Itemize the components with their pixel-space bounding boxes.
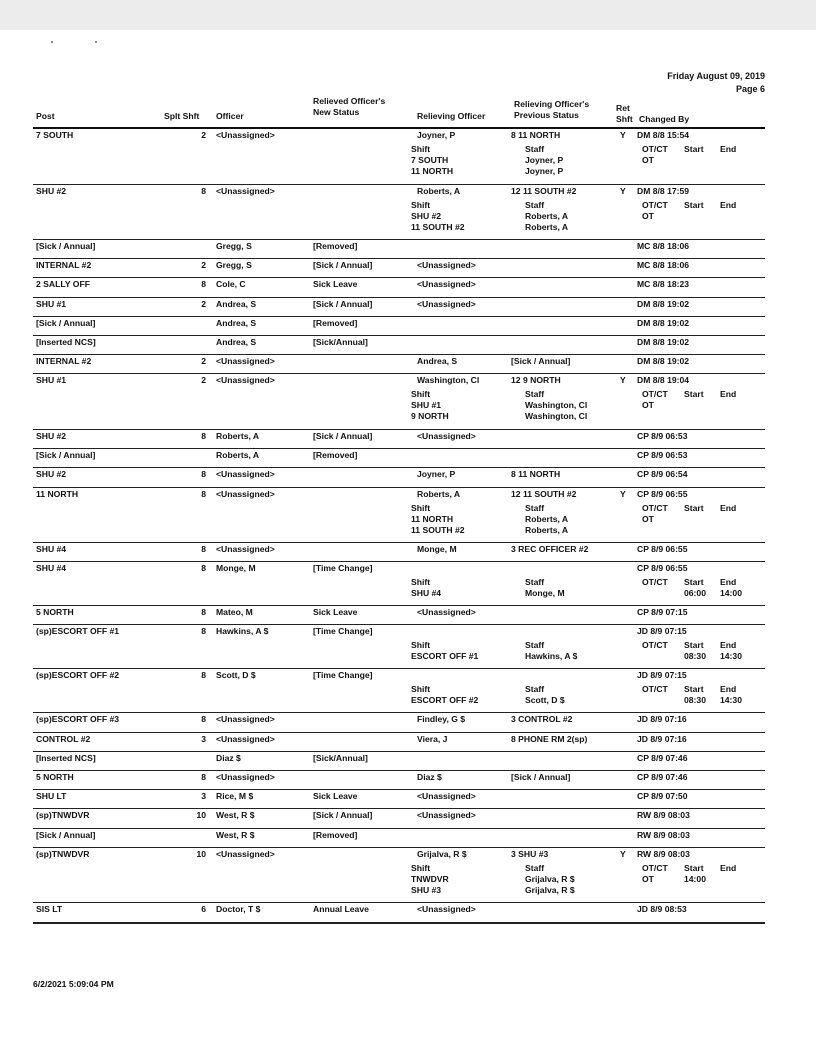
post-cell: [Sick / Annual] <box>36 829 96 840</box>
changed-by-cell: CP 8/9 06:53 <box>637 450 688 461</box>
detail-shift-post: 9 NORTH <box>411 411 449 422</box>
detail-shift-label: Shift <box>411 684 431 695</box>
detail-ot-value: OT <box>642 210 654 221</box>
detail-otct-label: OT/CT <box>642 389 668 400</box>
ret-shift-cell: Y <box>620 848 626 859</box>
detail-otct-label: OT/CT <box>642 577 668 588</box>
detail-end-time: 14:00 <box>720 588 742 599</box>
detail-shift-post: ESCORT OFF #2 <box>411 695 479 706</box>
ret-shift-cell: Y <box>620 130 626 140</box>
post-cell: SHU LT <box>36 791 67 802</box>
row-divider <box>33 828 765 829</box>
detail-end-time: 14:30 <box>720 651 742 662</box>
officer-cell: <Unassigned> <box>216 772 275 782</box>
row-divider <box>33 277 765 278</box>
officer-cell: West, R $ <box>216 829 255 840</box>
new-status-cell: [Sick/Annual] <box>313 337 368 347</box>
shift-cell: 2 <box>201 356 206 367</box>
post-cell: 7 SOUTH <box>36 130 74 140</box>
changed-by-cell: CP 8/9 06:55 <box>637 563 688 574</box>
detail-shift-label: Shift <box>411 640 431 651</box>
detail-otct-label: OT/CT <box>642 640 668 651</box>
scan-speck <box>51 41 53 43</box>
ret-shift-cell: Y <box>620 375 626 386</box>
new-status-cell: Annual Leave <box>313 904 369 915</box>
previous-status-cell: [Sick / Annual] <box>511 356 571 367</box>
col-changed-by: Changed By <box>639 114 690 124</box>
officer-cell: <Unassigned> <box>216 714 275 725</box>
detail-ot-value: OT <box>642 513 654 524</box>
shift-cell: 3 <box>201 791 206 802</box>
detail-staff-label: Staff <box>525 502 545 513</box>
detail-start-label: Start <box>684 389 704 400</box>
post-cell: INTERNAL #2 <box>36 260 92 271</box>
shift-cell: 8 <box>201 469 206 480</box>
changed-by-cell: JD 8/9 07:16 <box>637 733 687 744</box>
detail-staff-name: Scott, D $ <box>525 695 565 706</box>
relieving-officer-cell: Washington, Cl <box>417 375 480 386</box>
col-relieving-officer: Relieving Officer <box>417 111 486 121</box>
post-cell: (sp)TNWDVR <box>36 848 90 859</box>
row-divider <box>33 624 765 625</box>
officer-cell: Rice, M $ <box>216 791 254 802</box>
detail-staff-label: Staff <box>525 684 545 695</box>
detail-shift-label: Shift <box>411 199 431 210</box>
row-divider <box>33 668 765 669</box>
detail-staff-name: Grijalva, R $ <box>525 873 575 884</box>
post-cell: [Sick / Annual] <box>36 317 96 328</box>
detail-shift-post: 11 SOUTH #2 <box>411 221 465 232</box>
detail-staff-name: Roberts, A <box>525 524 569 535</box>
changed-by-cell: DM 8/8 19:02 <box>637 356 690 367</box>
page-number: Page 6 <box>735 84 765 94</box>
changed-by-cell: RW 8/9 08:03 <box>637 829 690 840</box>
detail-shift-post: 7 SOUTH <box>411 155 449 165</box>
detail-staff-label: Staff <box>525 640 545 651</box>
detail-shift-post: 11 SOUTH #2 <box>411 524 465 535</box>
report-date: Friday August 09, 2019 <box>667 71 765 81</box>
shift-cell: 2 <box>201 130 206 140</box>
changed-by-cell: DM 8/8 17:59 <box>637 185 690 196</box>
detail-end-label: End <box>720 502 737 513</box>
detail-otct-label: OT/CT <box>642 502 668 513</box>
row-divider <box>33 789 765 790</box>
detail-staff-label: Staff <box>525 862 545 873</box>
detail-staff-label: Staff <box>525 199 545 210</box>
detail-start-label: Start <box>684 862 704 873</box>
row-divider <box>33 184 765 185</box>
detail-shift-label: Shift <box>411 577 431 588</box>
row-divider <box>33 605 765 606</box>
post-cell: SHU #1 <box>36 298 67 309</box>
detail-staff-label: Staff <box>525 577 545 588</box>
post-cell: (sp)TNWDVR <box>36 810 90 821</box>
detail-start-label: Start <box>684 684 704 695</box>
row-divider <box>33 902 765 903</box>
relieving-officer-cell: Joyner, P <box>417 130 456 140</box>
detail-end-label: End <box>720 199 737 210</box>
col-prev-status-2: Previous Status <box>514 110 579 120</box>
header-rule <box>33 127 765 129</box>
relieving-officer-cell: <Unassigned> <box>417 298 476 309</box>
shift-cell: 8 <box>201 430 206 441</box>
detail-shift-post: TNWDVR <box>411 873 449 884</box>
row-divider <box>33 732 765 733</box>
new-status-cell: Sick Leave <box>313 791 358 802</box>
shift-cell: 2 <box>201 260 206 271</box>
changed-by-cell: CP 8/9 06:54 <box>637 469 688 480</box>
officer-cell: Gregg, S <box>216 241 252 251</box>
detail-shift-label: Shift <box>411 389 431 400</box>
row-divider <box>33 922 765 924</box>
detail-staff-name: Roberts, A <box>525 221 569 232</box>
previous-status-cell: 8 11 NORTH <box>511 469 561 480</box>
detail-staff-name: Monge, M <box>525 588 565 599</box>
officer-cell: Mateo, M <box>216 607 253 618</box>
post-cell: SHU #4 <box>36 563 67 574</box>
shift-cell: 8 <box>201 772 206 782</box>
detail-start-label: Start <box>684 144 704 154</box>
detail-ot-value: OT <box>642 873 654 884</box>
detail-staff-name: Hawkins, A $ <box>525 651 578 662</box>
relieving-officer-cell: Findley, G $ <box>417 714 466 725</box>
row-divider <box>33 561 765 562</box>
row-divider <box>33 258 765 259</box>
previous-status-cell: 12 11 SOUTH #2 <box>511 185 577 196</box>
changed-by-cell: CP 8/9 07:46 <box>637 772 688 782</box>
detail-start-time: 06:00 <box>684 588 706 599</box>
changed-by-cell: DM 8/8 19:02 <box>637 317 690 328</box>
officer-cell: <Unassigned> <box>216 375 275 386</box>
officer-cell: <Unassigned> <box>216 185 275 196</box>
row-divider <box>33 429 765 430</box>
relieving-officer-cell: Viera, J <box>417 733 448 744</box>
row-divider <box>33 467 765 468</box>
ret-shift-cell: Y <box>620 488 626 499</box>
detail-end-label: End <box>720 862 737 873</box>
new-status-cell: [Removed] <box>313 450 358 461</box>
officer-cell: Andrea, S <box>216 317 257 328</box>
previous-status-cell: [Sick / Annual] <box>511 772 571 782</box>
shift-cell: 8 <box>201 563 206 574</box>
ret-shift-cell: Y <box>620 185 626 196</box>
changed-by-cell: JD 8/9 07:15 <box>637 626 687 637</box>
detail-staff-label: Staff <box>525 144 545 154</box>
detail-start-label: Start <box>684 577 704 588</box>
changed-by-cell: RW 8/9 08:03 <box>637 848 690 859</box>
col-ret: Ret <box>616 103 630 113</box>
shift-cell: 6 <box>201 904 206 915</box>
row-divider <box>33 239 765 240</box>
detail-staff-name: Roberts, A <box>525 210 569 221</box>
detail-shift-label: Shift <box>411 502 431 513</box>
post-cell: INTERNAL #2 <box>36 356 92 367</box>
officer-cell: Scott, D $ <box>216 670 256 681</box>
post-cell: SHU #1 <box>36 375 67 386</box>
officer-cell: Diaz $ <box>216 752 241 763</box>
relieving-officer-cell: <Unassigned> <box>417 430 476 441</box>
detail-otct-label: OT/CT <box>642 862 668 873</box>
relieving-officer-cell: <Unassigned> <box>417 904 476 915</box>
officer-cell: Hawkins, A $ <box>216 626 269 637</box>
changed-by-cell: RW 8/9 08:03 <box>637 810 690 821</box>
previous-status-cell: 3 REC OFFICER #2 <box>511 544 589 554</box>
col-officer: Officer <box>216 111 244 121</box>
detail-shift-label: Shift <box>411 862 431 873</box>
row-divider <box>33 297 765 298</box>
relieving-officer-cell: <Unassigned> <box>417 260 476 271</box>
post-cell: 11 NORTH <box>36 488 79 499</box>
detail-otct-label: OT/CT <box>642 144 668 154</box>
officer-cell: Andrea, S <box>216 298 257 309</box>
changed-by-cell: CP 8/9 06:53 <box>637 430 688 441</box>
print-timestamp: 6/2/2021 5:09:04 PM <box>33 979 114 989</box>
detail-start-time: 08:30 <box>684 651 706 662</box>
previous-status-cell: 3 SHU #3 <box>511 848 549 859</box>
post-cell: 5 NORTH <box>36 607 74 618</box>
officer-cell: Doctor, T $ <box>216 904 261 915</box>
detail-shift-post: 11 NORTH <box>411 513 454 524</box>
row-divider <box>33 542 765 543</box>
officer-cell: <Unassigned> <box>216 544 275 554</box>
new-status-cell: [Sick / Annual] <box>313 810 373 821</box>
relieving-officer-cell: <Unassigned> <box>417 791 476 802</box>
detail-start-time: 14:00 <box>684 873 706 884</box>
detail-start-time: 08:30 <box>684 695 706 706</box>
officer-cell: <Unassigned> <box>216 488 275 499</box>
new-status-cell: [Sick / Annual] <box>313 260 373 271</box>
post-cell: [Sick / Annual] <box>36 241 96 251</box>
detail-end-label: End <box>720 144 737 154</box>
new-status-cell: [Time Change] <box>313 626 373 637</box>
post-cell: (sp)ESCORT OFF #2 <box>36 670 120 681</box>
detail-start-label: Start <box>684 502 704 513</box>
shift-cell: 10 <box>196 848 206 859</box>
col-relieved-status-1: Relieved Officer's <box>313 96 386 106</box>
shift-cell: 8 <box>201 670 206 681</box>
row-divider <box>33 316 765 317</box>
changed-by-cell: MC 8/8 18:06 <box>637 241 690 251</box>
detail-start-label: Start <box>684 640 704 651</box>
post-cell: (sp)ESCORT OFF #1 <box>36 626 120 637</box>
officer-cell: Roberts, A <box>216 430 260 441</box>
detail-staff-name: Grijalva, R $ <box>525 884 575 895</box>
previous-status-cell: 8 PHONE RM 2(sp) <box>511 733 588 744</box>
new-status-cell: [Removed] <box>313 829 358 840</box>
relieving-officer-cell: Monge, M <box>417 544 457 554</box>
changed-by-cell: CP 8/9 07:15 <box>637 607 688 618</box>
changed-by-cell: JD 8/9 07:15 <box>637 670 687 681</box>
detail-end-label: End <box>720 577 737 588</box>
detail-start-label: Start <box>684 199 704 210</box>
detail-otct-label: OT/CT <box>642 684 668 695</box>
officer-cell: Gregg, S <box>216 260 252 271</box>
post-cell: SHU #2 <box>36 185 67 196</box>
officer-cell: <Unassigned> <box>216 356 275 367</box>
detail-ot-value: OT <box>642 155 654 165</box>
changed-by-cell: DM 8/8 19:02 <box>637 337 690 347</box>
detail-staff-name: Washington, Cl <box>525 411 588 422</box>
shift-cell: 2 <box>201 375 206 386</box>
previous-status-cell: 12 11 SOUTH #2 <box>511 488 577 499</box>
shift-cell: 8 <box>201 607 206 618</box>
col-splt-shft: Splt Shft <box>164 111 200 121</box>
relieving-officer-cell: Diaz $ <box>417 772 442 782</box>
row-divider <box>33 373 765 374</box>
detail-shift-post: SHU #4 <box>411 588 442 599</box>
officer-cell: <Unassigned> <box>216 733 275 744</box>
detail-shift-post: ESCORT OFF #1 <box>411 651 479 662</box>
post-cell: SHU #2 <box>36 430 67 441</box>
previous-status-cell: 8 11 NORTH <box>511 130 561 140</box>
officer-cell: <Unassigned> <box>216 848 275 859</box>
shift-cell: 10 <box>196 810 206 821</box>
new-status-cell: [Sick/Annual] <box>313 752 368 763</box>
post-cell: SHU #4 <box>36 544 67 554</box>
changed-by-cell: JD 8/9 08:53 <box>637 904 687 915</box>
officer-cell: <Unassigned> <box>216 130 275 140</box>
changed-by-cell: DM 8/8 19:04 <box>637 375 690 386</box>
shift-cell: 8 <box>201 279 206 290</box>
row-divider <box>33 847 765 848</box>
post-cell: [Sick / Annual] <box>36 450 96 461</box>
col-relieved-status-2: New Status <box>313 107 360 117</box>
detail-staff-name: Joyner, P <box>525 166 564 176</box>
post-cell: [Inserted NCS] <box>36 337 96 347</box>
relieving-officer-cell: Andrea, S <box>417 356 458 367</box>
col-prev-status-1: Relieving Officer's <box>514 99 590 109</box>
changed-by-cell: CP 8/9 06:55 <box>637 544 688 554</box>
post-cell: 5 NORTH <box>36 772 74 782</box>
detail-shift-post: 11 NORTH <box>411 166 454 176</box>
relieving-officer-cell: Grijalva, R $ <box>417 848 467 859</box>
detail-shift-post: SHU #2 <box>411 210 442 221</box>
detail-end-label: End <box>720 640 737 651</box>
detail-end-label: End <box>720 684 737 695</box>
changed-by-cell: CP 8/9 06:55 <box>637 488 688 499</box>
row-divider <box>33 712 765 713</box>
row-divider <box>33 751 765 752</box>
relieving-officer-cell: <Unassigned> <box>417 607 476 618</box>
shift-cell: 8 <box>201 626 206 637</box>
changed-by-cell: DM 8/8 19:02 <box>637 298 690 309</box>
detail-ot-value: OT <box>642 400 654 411</box>
detail-shift-post: SHU #1 <box>411 400 442 411</box>
detail-end-time: 14:30 <box>720 695 742 706</box>
detail-staff-name: Roberts, A <box>525 513 569 524</box>
detail-staff-label: Staff <box>525 389 545 400</box>
shift-cell: 8 <box>201 714 206 725</box>
relieving-officer-cell: Joyner, P <box>417 469 456 480</box>
changed-by-cell: CP 8/9 07:46 <box>637 752 688 763</box>
post-cell: SIS LT <box>36 904 63 915</box>
post-cell: CONTROL #2 <box>36 733 91 744</box>
new-status-cell: [Sick / Annual] <box>313 298 373 309</box>
officer-cell: Cole, C <box>216 279 246 290</box>
row-divider <box>33 354 765 355</box>
shift-cell: 8 <box>201 544 206 554</box>
officer-cell: <Unassigned> <box>216 469 275 480</box>
new-status-cell: [Time Change] <box>313 563 373 574</box>
scan-speck <box>95 41 97 43</box>
detail-shift-label: Shift <box>411 144 431 154</box>
changed-by-cell: CP 8/9 07:50 <box>637 791 688 802</box>
col-shft: Shft <box>616 114 633 124</box>
detail-end-label: End <box>720 389 737 400</box>
changed-by-cell: MC 8/8 18:06 <box>637 260 690 271</box>
post-cell: (sp)ESCORT OFF #3 <box>36 714 120 725</box>
col-post: Post <box>36 111 55 121</box>
officer-cell: Andrea, S <box>216 337 257 347</box>
row-divider <box>33 335 765 336</box>
post-cell: [Inserted NCS] <box>36 752 96 763</box>
new-status-cell: [Removed] <box>313 317 358 328</box>
new-status-cell: [Time Change] <box>313 670 373 681</box>
row-divider <box>33 808 765 809</box>
shift-cell: 8 <box>201 488 206 499</box>
previous-status-cell: 12 9 NORTH <box>511 375 561 386</box>
scan-top-band <box>0 0 816 30</box>
row-divider <box>33 487 765 488</box>
previous-status-cell: 3 CONTROL #2 <box>511 714 573 725</box>
shift-cell: 8 <box>201 185 206 196</box>
new-status-cell: Sick Leave <box>313 607 358 618</box>
changed-by-cell: DM 8/8 15:54 <box>637 130 690 140</box>
row-divider <box>33 770 765 771</box>
new-status-cell: Sick Leave <box>313 279 358 290</box>
shift-cell: 2 <box>201 298 206 309</box>
relieving-officer-cell: Roberts, A <box>417 488 461 499</box>
post-cell: SHU #2 <box>36 469 67 480</box>
relieving-officer-cell: Roberts, A <box>417 185 461 196</box>
detail-shift-post: SHU #3 <box>411 884 442 895</box>
new-status-cell: [Removed] <box>313 241 358 251</box>
officer-cell: Monge, M <box>216 563 256 574</box>
detail-staff-name: Washington, Cl <box>525 400 588 411</box>
detail-otct-label: OT/CT <box>642 199 668 210</box>
officer-cell: Roberts, A <box>216 450 260 461</box>
relieving-officer-cell: <Unassigned> <box>417 810 476 821</box>
changed-by-cell: JD 8/9 07:16 <box>637 714 687 725</box>
shift-cell: 3 <box>201 733 206 744</box>
new-status-cell: [Sick / Annual] <box>313 430 373 441</box>
relieving-officer-cell: <Unassigned> <box>417 279 476 290</box>
row-divider <box>33 448 765 449</box>
changed-by-cell: MC 8/8 18:23 <box>637 279 690 290</box>
post-cell: 2 SALLY OFF <box>36 279 90 290</box>
officer-cell: West, R $ <box>216 810 255 821</box>
detail-staff-name: Joyner, P <box>525 155 564 165</box>
